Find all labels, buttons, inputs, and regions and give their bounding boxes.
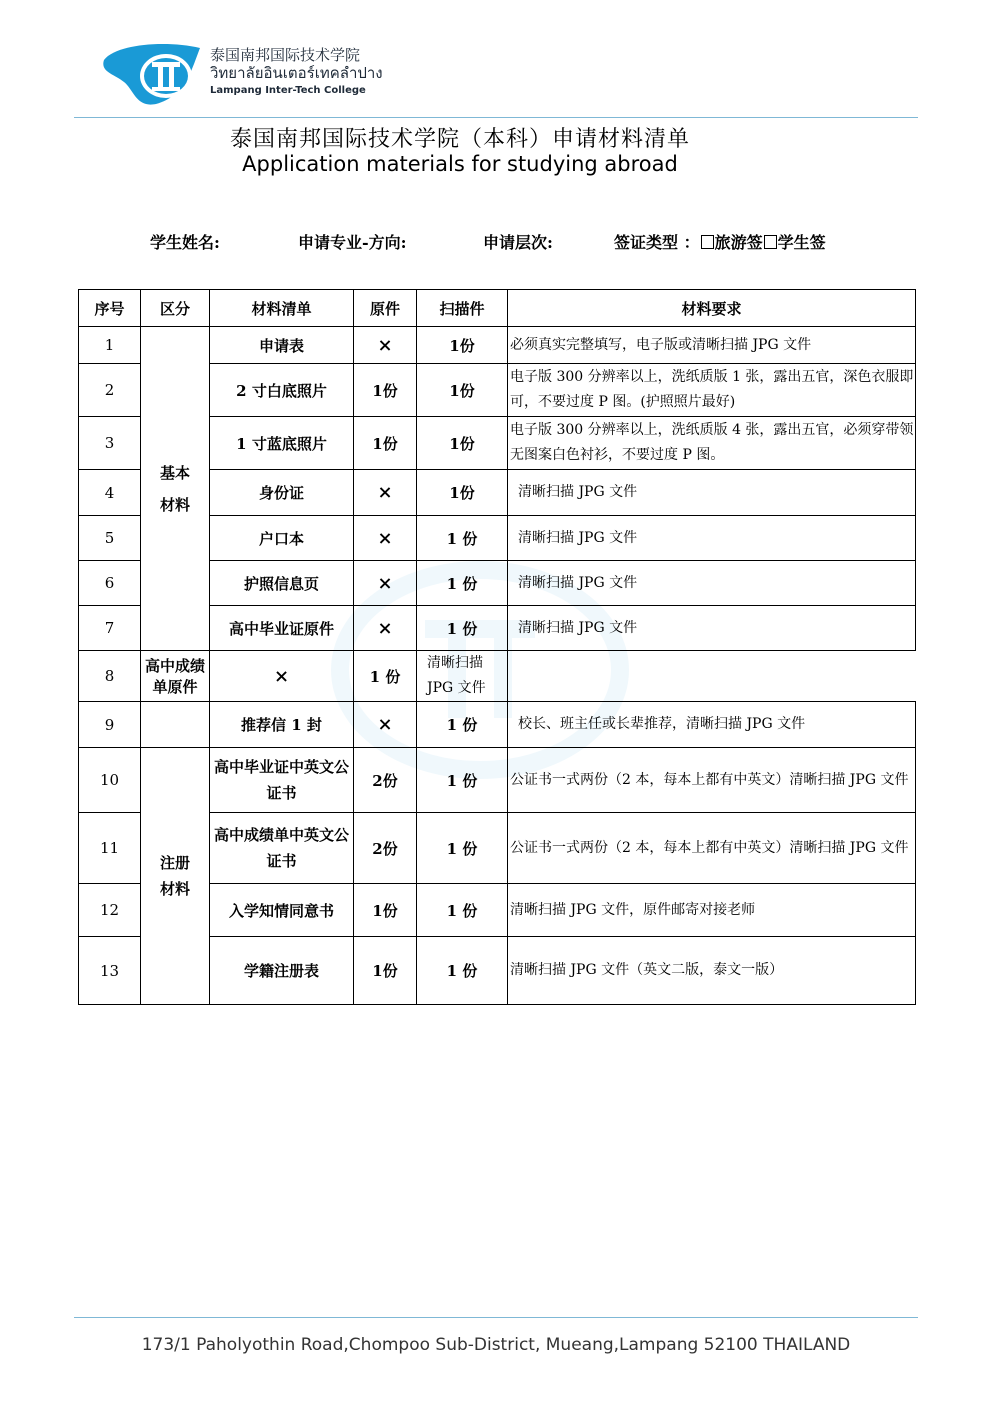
visa-tourist-checkbox[interactable]	[701, 235, 714, 249]
row-scan: 1份	[417, 417, 508, 470]
row-no: 4	[79, 470, 141, 516]
row-original: ×	[354, 606, 417, 651]
row-no: 11	[79, 813, 141, 884]
row-requirement: 电子版 300 分辨率以上，洗纸质版 4 张，露出五官，必须穿带领无图案白色衬衫，不要过度 P 图。	[508, 417, 916, 470]
table-row	[79, 702, 916, 748]
row-item: 高中毕业证原件	[210, 606, 354, 651]
row-requirement: 公证书一式两份（2 本，每本上都有中英文）清晰扫描 JPG 文件	[508, 813, 916, 884]
college-name-block	[210, 46, 383, 100]
row-no: 9	[79, 702, 141, 748]
row-requirement: 公证书一式两份（2 本，每本上都有中英文）清晰扫描 JPG 文件	[508, 748, 916, 813]
row-original: ×	[210, 651, 354, 702]
row-requirement: 电子版 300 分辨率以上，洗纸质版 1 张，露出五官，深色衣服即可，不要过度 P 图。(护照照片最好)	[508, 364, 916, 417]
row-item: 户口本	[210, 516, 354, 561]
row-original: 1份	[354, 937, 417, 1005]
category-register: 注册 材料	[141, 748, 210, 1005]
visa-student-label: 学生签	[777, 233, 826, 252]
row-scan: 1 份	[417, 606, 508, 651]
row-item: 2 寸白底照片	[210, 364, 354, 417]
row-requirement: 清晰扫描 JPG 文件	[417, 651, 508, 702]
row-requirement: 必须真实完整填写，电子版或清晰扫描 JPG 文件	[508, 327, 916, 364]
row-original: ×	[354, 561, 417, 606]
row-item: 高中成绩单中英文公证书	[210, 813, 354, 884]
row-item: 护照信息页	[210, 561, 354, 606]
row-original: ×	[354, 516, 417, 561]
college-name-th: วิทยาลัยอินเตอร์เทคลำปาง	[210, 64, 383, 82]
row-no: 7	[79, 606, 141, 651]
row-scan: 1 份	[417, 748, 508, 813]
row-requirement: 清晰扫描 JPG 文件	[508, 470, 916, 516]
row-original: ×	[354, 327, 417, 364]
table-row	[79, 748, 916, 813]
row-item: 身份证	[210, 470, 354, 516]
row-scan: 1 份	[417, 516, 508, 561]
row-original: 2份	[354, 813, 417, 884]
visa-type-label: 签证类型 ：	[614, 233, 700, 252]
row-no: 8	[79, 651, 141, 702]
row-no: 1	[79, 327, 141, 364]
row-no: 6	[79, 561, 141, 606]
major-label: 申请专业-方向:	[298, 233, 407, 252]
row-item: 1 寸蓝底照片	[210, 417, 354, 470]
footer-divider	[74, 1317, 918, 1318]
row-item: 高中成绩单原件	[141, 651, 210, 702]
row-requirement: 清晰扫描 JPG 文件	[508, 516, 916, 561]
college-name-cn: 泰国南邦国际技术学院	[210, 46, 361, 64]
row-original: 2份	[354, 748, 417, 813]
header-original: 原件	[354, 290, 417, 327]
row-no: 2	[79, 364, 141, 417]
table-row	[79, 327, 916, 364]
header-item: 材料清单	[210, 290, 354, 327]
row-original: 1份	[354, 417, 417, 470]
level-label: 申请层次:	[483, 233, 553, 252]
student-name-label: 学生姓名:	[150, 233, 220, 252]
row-item: 学籍注册表	[210, 937, 354, 1005]
row-no: 5	[79, 516, 141, 561]
row-requirement: 清晰扫描 JPG 文件（英文二版，泰文一版）	[508, 937, 916, 1005]
college-logo	[96, 38, 206, 110]
footer-address: 173/1 Paholyothin Road,Chompoo Sub-District, Mueang,Lampang 52100 THAILAND	[141, 1335, 851, 1355]
table-header-row	[79, 290, 916, 327]
category-basic: 基本 材料	[141, 327, 210, 651]
row-no: 10	[79, 748, 141, 813]
row-scan: 1 份	[417, 813, 508, 884]
row-original: 1份	[354, 364, 417, 417]
header-divider	[74, 117, 918, 118]
row-original: ×	[354, 470, 417, 516]
row-requirement: 清晰扫描 JPG 文件	[508, 561, 916, 606]
header-no: 序号	[79, 290, 141, 327]
row-scan: 1 份	[417, 884, 508, 937]
row-requirement: 清晰扫描 JPG 文件	[508, 606, 916, 651]
row-scan: 1 份	[354, 651, 417, 702]
row-scan: 1 份	[417, 702, 508, 748]
row-requirement: 清晰扫描 JPG 文件，原件邮寄对接老师	[508, 884, 916, 937]
row-item: 高中毕业证中英文公证书	[210, 748, 354, 813]
category-empty	[141, 702, 210, 748]
row-scan: 1 份	[417, 937, 508, 1005]
row-original: 1份	[354, 884, 417, 937]
row-scan: 1份	[417, 470, 508, 516]
header-scan: 扫描件	[417, 290, 508, 327]
college-name-en: Lampang Inter-Tech College	[210, 85, 366, 96]
table-row	[79, 651, 916, 702]
row-item: 入学知情同意书	[210, 884, 354, 937]
row-item: 申请表	[210, 327, 354, 364]
page-title-en: Application materials for studying abroad	[242, 152, 678, 176]
header-category: 区分	[141, 290, 210, 327]
row-requirement: 校长、班主任或长辈推荐，清晰扫描 JPG 文件	[508, 702, 916, 748]
row-no: 12	[79, 884, 141, 937]
visa-type-field	[614, 230, 826, 253]
visa-student-checkbox[interactable]	[764, 235, 777, 249]
row-no: 3	[79, 417, 141, 470]
row-item: 推荐信 1 封	[210, 702, 354, 748]
row-scan: 1份	[417, 364, 508, 417]
row-original: ×	[354, 702, 417, 748]
header-requirement: 材料要求	[508, 290, 916, 327]
page-title-cn: 泰国南邦国际技术学院（本科）申请材料清单	[229, 127, 690, 152]
materials-table	[78, 289, 916, 1005]
visa-tourist-label: 旅游签	[714, 233, 763, 252]
row-scan: 1份	[417, 327, 508, 364]
row-no: 13	[79, 937, 141, 1005]
row-scan: 1 份	[417, 561, 508, 606]
